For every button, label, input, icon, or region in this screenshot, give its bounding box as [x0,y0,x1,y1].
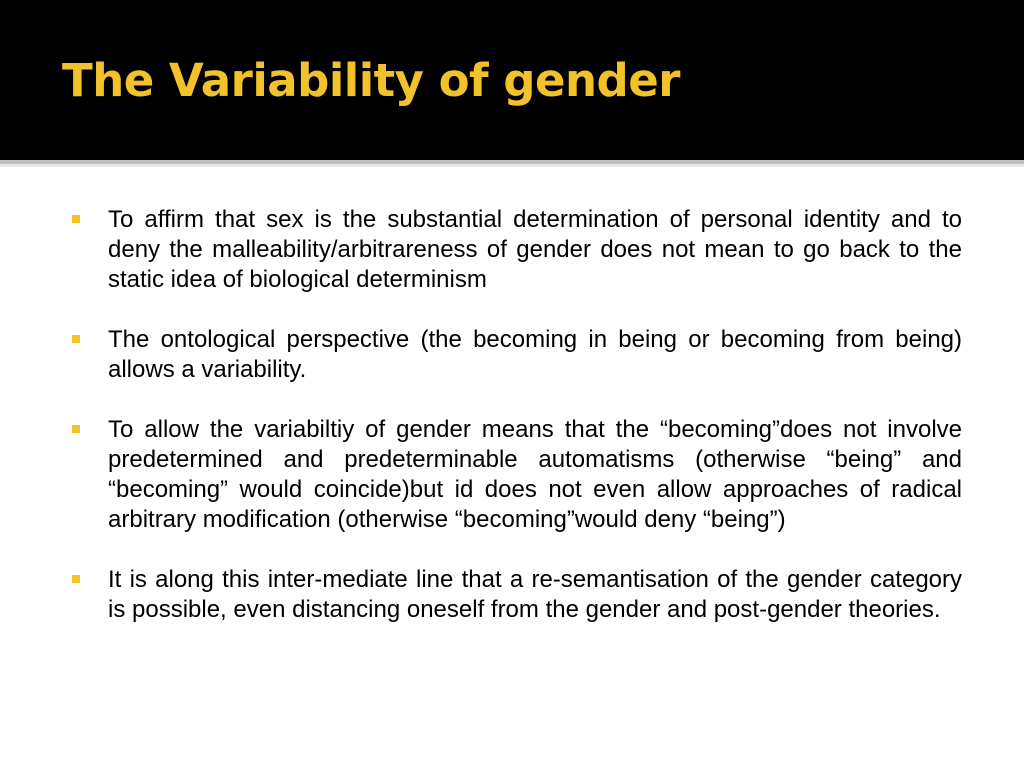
bullet-item [70,565,962,625]
bullet-text: It is along this inter-mediate line that a re-semantisation of the gender category is possible, even distancing oneself from the gender and post-gender theories. [108,566,962,623]
bullet-list [70,205,962,655]
square-bullet-icon [72,575,80,583]
square-bullet-icon [72,335,80,343]
square-bullet-icon [72,215,80,223]
bullet-text: To allow the variabiltiy of gender means that the “becoming”does not involve predetermined and predeterminable automatisms (otherwise “being” and “becoming” would coincide)but id does not even allow approaches of radical arbitrary modification (otherwise “becoming”would deny “being”) [108,416,962,533]
title-divider-shadow [0,164,1024,167]
bullet-item [70,415,962,535]
title-bar [0,0,1024,160]
bullet-text: To affirm that sex is the substantial determination of personal identity and to deny the malleability/arbitrareness of gender does not mean to go back to the static idea of biological determinism [108,206,962,293]
bullet-item [70,205,962,295]
bullet-text: The ontological perspective (the becoming in being or becoming from being) allows a variability. [108,326,962,383]
bullet-item [70,325,962,385]
slide-title: The Variability of gender [62,54,680,107]
square-bullet-icon [72,425,80,433]
